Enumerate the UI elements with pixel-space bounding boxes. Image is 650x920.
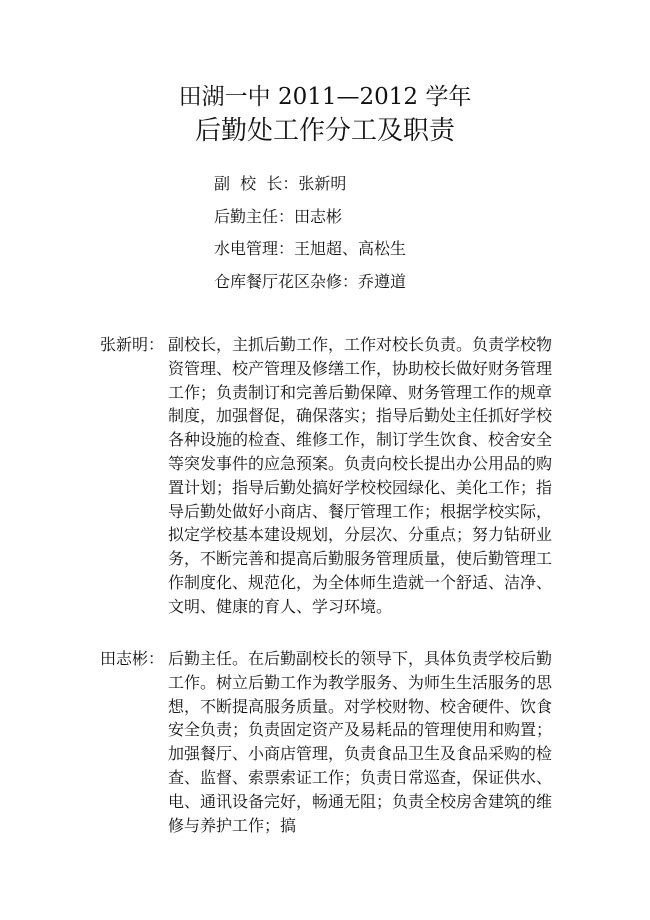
- duty-block: [100, 647, 552, 837]
- staff-row: [214, 168, 406, 201]
- staff-role: 后勤主任：: [214, 206, 295, 226]
- document-title: 后勤处工作分工及职责: [194, 116, 455, 146]
- staff-name: 乔遵道: [358, 271, 407, 291]
- staff-name: 张新明: [298, 174, 347, 193]
- duty-block: [100, 333, 552, 619]
- duty-description: 后勤主任。在后勤副校长的领导下，具体负责学校后勤工作。树立后勤工作为教学服务、为师生生活服务的思想，不断提高服务质量。对学校财物、校舍硬件、饮食安全负责；负责固定资产及易耗品的管理使用和购置；加强餐厅、小商店管理，负责食品卫生及食品采购的检查、监督、索票索证工作；负责日常巡查，保证供水、电、通讯设备完好，畅通无阻；负责全校房舍建筑的维修与养护工作；搞: [168, 649, 553, 835]
- staff-role: 水电管理：: [214, 239, 295, 258]
- staff-name: 王旭超、高松生: [294, 239, 407, 258]
- staff-row: [214, 266, 406, 299]
- staff-name: 田志彬: [294, 206, 343, 226]
- document-title-year: 田湖一中 2011—2012 学年: [178, 84, 472, 110]
- duty-description: 副校长，主抓后勤工作，工作对校长负责。负责学校物资管理、校产管理及修缮工作，协助校长做好财务管理工作；负责制订和完善后勤保障、财务管理工作的规章制度，加强督促，确保落实；指导后勤处主任抓好学校各种设施的检查、维修工作，制订学生饮食、校舍安全等突发事件的应急预案。负责向校长提出办公用品的购置计划；指导后勤处搞好学校校园绿化、美化工作；指导后勤处做好小商店、餐厅管理工作；根据学校实际，拟定学校基本建设规划，分层次、分重点；努力钻研业务，不断完善和提高后勤服务管理质量，使后勤管理工作制度化、规范化，为全体师生造就一个舒适、洁净、文明、健康的育人、学习环境。: [168, 335, 553, 616]
- staff-role: 仓库餐厅花区杂修：: [214, 271, 359, 291]
- duty-person-name: 田志彬：: [100, 649, 165, 668]
- duty-person-name: 张新明：: [100, 335, 165, 354]
- staff-row: [214, 233, 406, 266]
- staff-list: [214, 168, 406, 298]
- staff-row: [214, 201, 406, 234]
- staff-role: 副 校 长：: [214, 174, 299, 193]
